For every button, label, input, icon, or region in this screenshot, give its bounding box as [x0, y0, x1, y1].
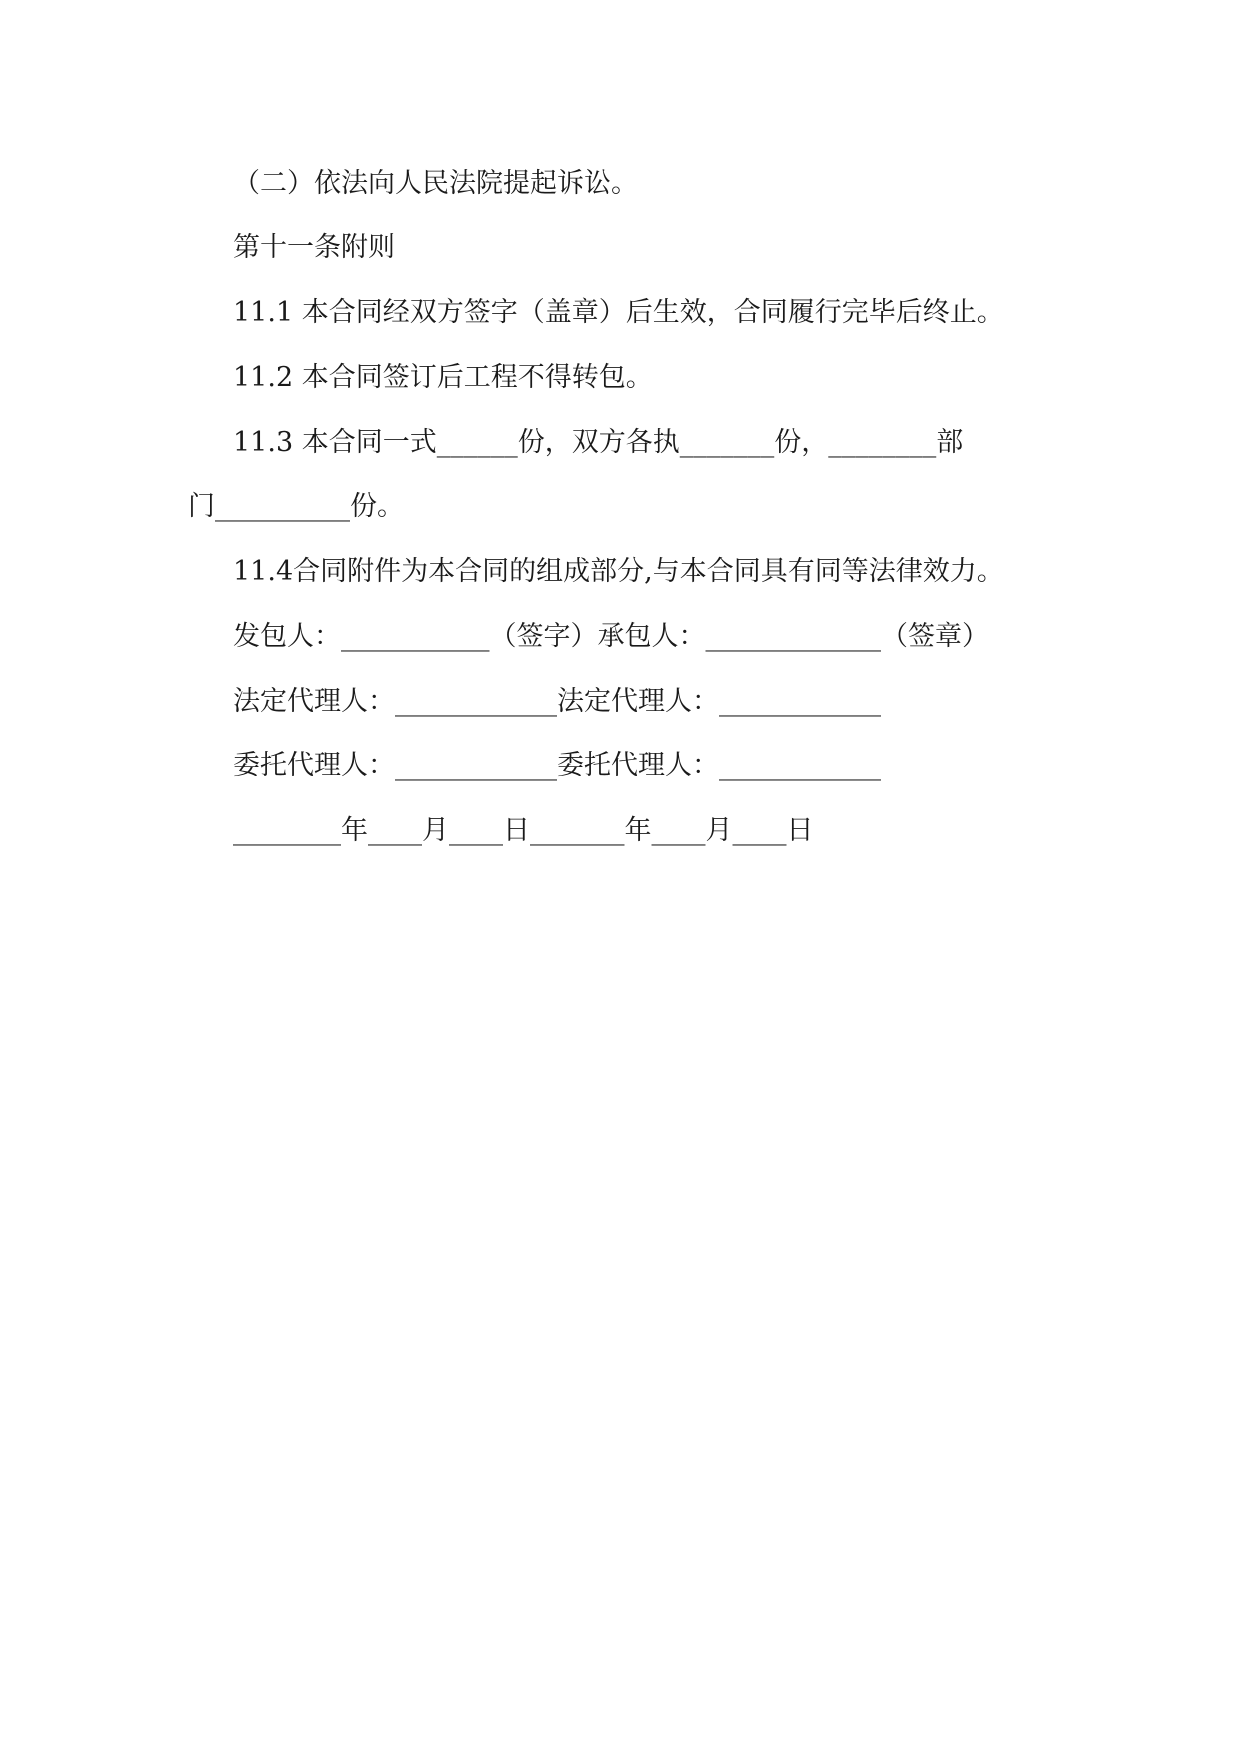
- clause-11-1: 11.1 本合同经双方签字（盖章）后生效，合同履行完毕后终止。: [233, 297, 1004, 328]
- clause-11-3: 11.3 本合同一式______份，双方各执_______份，________部: [233, 427, 964, 458]
- clause-11-3-continued: 门__________份。: [188, 491, 404, 522]
- signature-authorized-agents: 委托代理人：____________委托代理人：____________: [233, 750, 881, 781]
- clause-11-2: 11.2 本合同签订后工程不得转包。: [233, 362, 653, 393]
- signature-parties: 发包人：___________（签字）承包人：_____________（签章）: [233, 621, 989, 652]
- signature-legal-representatives: 法定代理人：____________法定代理人：____________: [233, 686, 881, 717]
- article-heading: 第十一条附则: [233, 232, 395, 263]
- clause-11-4: 11.4合同附件为本合同的组成部分,与本合同具有同等法律效力。: [233, 556, 1004, 587]
- paragraph-litigation: （二）依法向人民法院提起诉讼。: [233, 168, 638, 199]
- signature-dates: ________年____月____日_______年____月____日: [233, 815, 814, 846]
